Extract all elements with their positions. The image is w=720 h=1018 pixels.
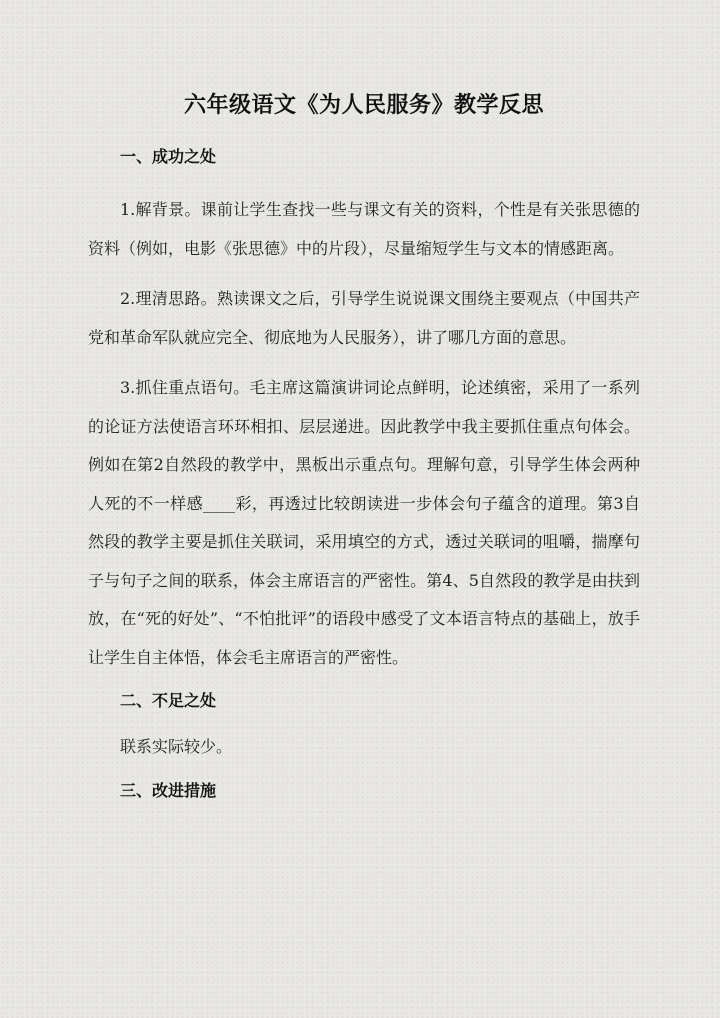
shortcomings-text: 联系实际较少。 — [120, 737, 233, 756]
section-heading-improvements: 三、改进措施 — [120, 781, 217, 800]
paragraph-background: 1.解背景。课前让学生查找一些与课文有关的资料，个性是有关张思德的资料（例如，电影《张思德》中的片段），尽量缩短学生与文本的情感距离。 — [88, 200, 640, 258]
section-heading-success: 一、成功之处 — [120, 147, 217, 166]
paragraph-thinking: 2.理清思路。熟读课文之后，引导学生说说课文围绕主要观点（中国共产党和革命军队就应完全、彻底地为人民服务），讲了哪几方面的意思。 — [88, 289, 640, 347]
section-heading-shortcomings: 二、不足之处 — [120, 691, 217, 710]
document-title: 六年级语文《为人民服务》教学反思 — [183, 93, 544, 118]
paragraph-key-sentences: 3.抓住重点语句。毛主席这篇演讲词论点鲜明，论述缜密，采用了一系列的论证方法使语言环环相扣、层层递进。因此教学中我主要抓住重点句体会。例如在第2自然段的教学中，黑板出示重点句。理解句意，引导学生体会两种人死的不一样感____彩，再透过比较朗读进一步体会句子蕴含的道理。第3自然段的教学主要是抓住关联词，采用填空的方式，透过关联词的咀嚼，揣摩句子与句子之间的联系，体会主席语言的严密性。第4、5自然段的教学是由扶到放，在“死的好处”、“不怕批评”的语段中感受了文本语言特点的基础上，放手让学生自主体悟，体会毛主席语言的严密性。 — [88, 378, 640, 667]
